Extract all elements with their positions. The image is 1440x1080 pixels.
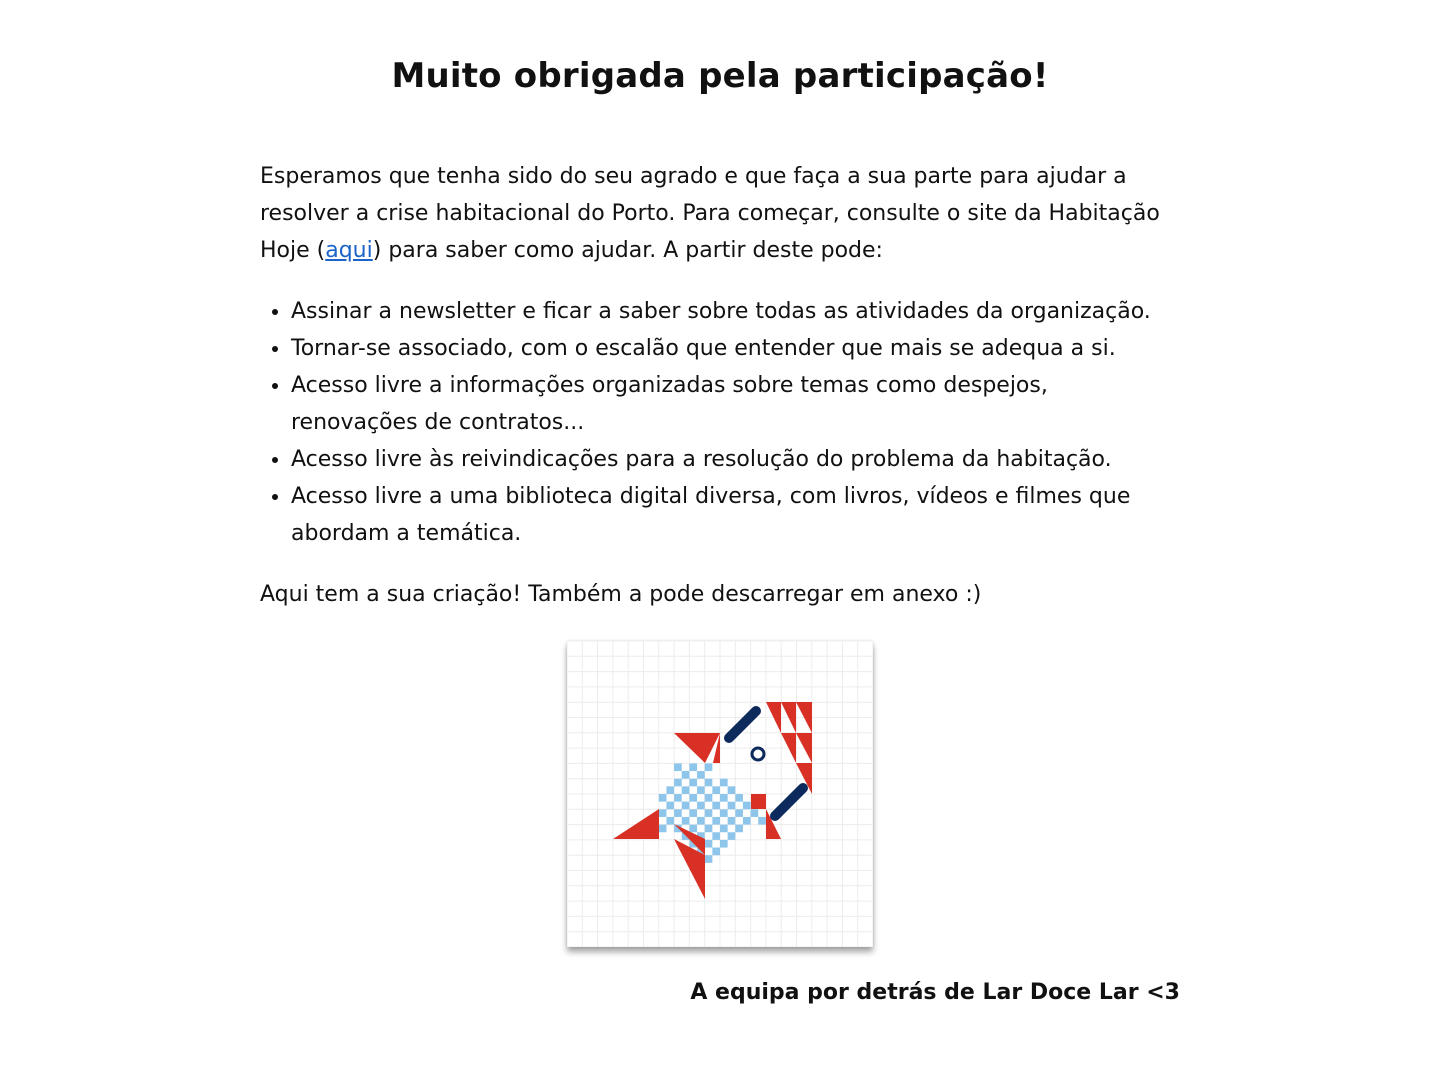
creation-text: Aqui tem a sua criação! Também a pode descarregar em anexo :)	[260, 582, 982, 607]
fish-scale-tile	[743, 817, 751, 825]
fish-scale-tile	[720, 840, 728, 848]
fish-scale-tile	[712, 802, 720, 810]
fish-scale-tile	[682, 771, 690, 779]
fish-scale-tile	[735, 794, 743, 802]
list-item: • Acesso livre a uma biblioteca digital diversa, com livros, vídeos e filmes que abordam a temática.	[291, 478, 1180, 552]
fish-scale-tile	[712, 786, 720, 794]
fish-tail-fin	[613, 809, 659, 839]
list-item: • Tornar-se associado, com o escalão que entender que mais se adequa a si.	[291, 330, 1180, 367]
fish-scale-tile	[682, 817, 690, 825]
team-signature: A equipa por detrás de Lar Doce Lar <3	[690, 980, 1180, 1005]
fish-scale-tile	[666, 802, 674, 810]
fish-scale-tile	[705, 825, 713, 833]
message-body	[260, 158, 1180, 613]
fish-scale-tile	[682, 802, 690, 810]
fish-scale-tile	[735, 809, 743, 817]
fish-scale-tile	[735, 825, 743, 833]
fish-scale-tile	[689, 809, 697, 817]
fish-scale-tile	[659, 794, 667, 802]
fish-mosaic-svg	[567, 641, 873, 947]
fish-scale-tile	[705, 794, 713, 802]
fish-scale-tile	[689, 763, 697, 771]
fish-scale-tile	[728, 832, 736, 840]
fish-scale-tile	[674, 779, 682, 787]
list-item: • Acesso livre às reivindicações para a resolução do problema da habitação.	[291, 441, 1180, 478]
intro-text-after-link: ) para saber como ajudar. A partir deste pode:	[372, 238, 883, 263]
fish-scale-tile	[674, 794, 682, 802]
fish-scale-tile	[689, 825, 697, 833]
fish-eye-icon	[752, 748, 764, 760]
fish-scale-tile	[705, 855, 713, 863]
fish-scale-tile	[720, 825, 728, 833]
fish-scale-tile	[697, 771, 705, 779]
fish-shapes	[613, 702, 812, 899]
fish-scale-tile	[728, 817, 736, 825]
list-item: • Assinar a newsletter e ficar a saber sobre todas as atividades da organização.	[291, 293, 1180, 330]
fish-scale-tile	[751, 809, 759, 817]
fish-scale-tile	[689, 779, 697, 787]
habitacao-hoje-link[interactable]: aqui	[325, 238, 373, 263]
fish-scale-tile	[728, 802, 736, 810]
fish-scale-tile	[712, 817, 720, 825]
fish-scale-tile	[666, 817, 674, 825]
fish-scale-tile	[697, 802, 705, 810]
fish-scale-tile	[720, 779, 728, 787]
fish-scale-tile	[689, 794, 697, 802]
intro-paragraph	[260, 158, 1180, 269]
fish-scale-tile	[682, 786, 690, 794]
intro-text-before-link: Esperamos que tenha sido do seu agrado e que faça a sua parte para ajudar a resolver a crise habitacional do Porto. Para começar, consulte o site da Habitação Hoje (	[260, 164, 1160, 263]
fish-scale-tile	[758, 817, 766, 825]
fish-scale-tile	[720, 809, 728, 817]
fish-upper-stroke	[729, 711, 756, 738]
fish-scale-tile	[674, 763, 682, 771]
fish-scale-tile	[666, 786, 674, 794]
fish-lower-stroke	[775, 788, 803, 816]
fish-scale-tile	[705, 840, 713, 848]
fish-scale-tile	[728, 786, 736, 794]
fish-scale-tile	[712, 848, 720, 856]
list-item: • Acesso livre a informações organizadas sobre temas como despejos, renovações de contratos...	[291, 367, 1180, 441]
fish-scale-tile	[705, 779, 713, 787]
fish-scale-tile	[697, 786, 705, 794]
page-title: Muito obrigada pela participação!	[391, 56, 1049, 96]
fish-red-block	[751, 794, 766, 809]
benefits-list	[260, 293, 1180, 552]
fish-scale-tile	[697, 817, 705, 825]
fish-scale-tile	[705, 763, 713, 771]
fish-scale-tile	[743, 802, 751, 810]
fish-scale-tile	[659, 809, 667, 817]
fish-scale-tile	[712, 832, 720, 840]
fish-artwork-image	[567, 641, 873, 947]
fish-scale-tile	[705, 809, 713, 817]
fish-scale-tile	[674, 809, 682, 817]
fish-scale-tile	[720, 794, 728, 802]
fish-scale-tile	[659, 825, 667, 833]
